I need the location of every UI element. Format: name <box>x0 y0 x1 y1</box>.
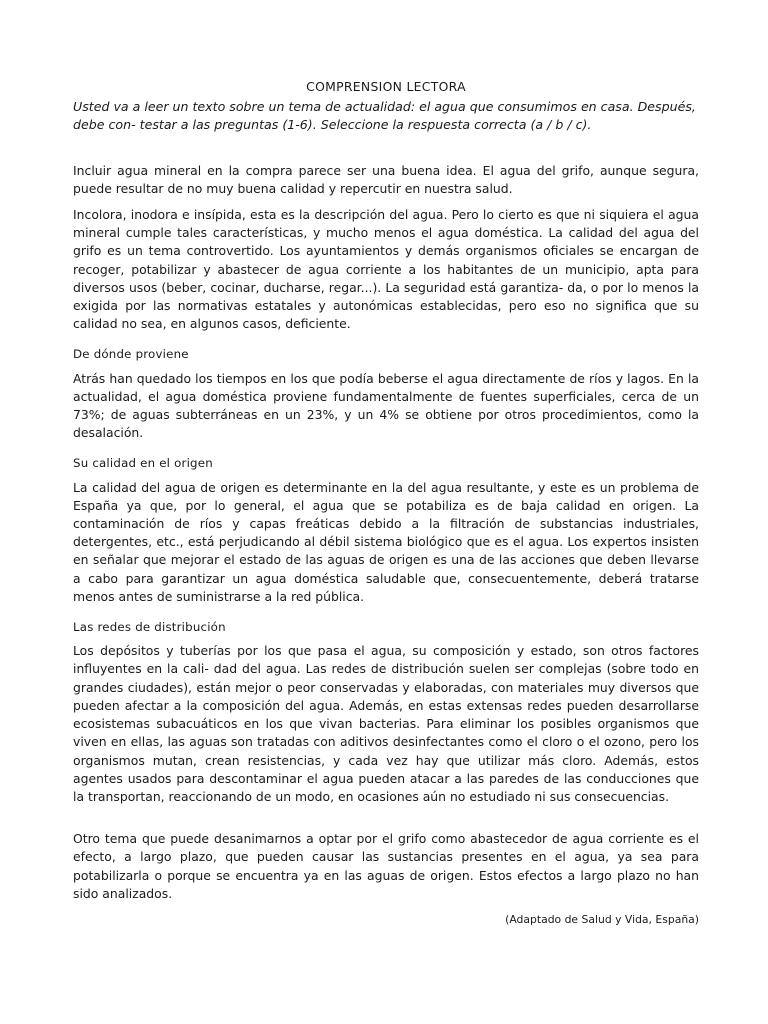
source-citation: (Adaptado de Salud y Vida, España) <box>505 912 699 926</box>
section-heading-origen-agua: De dónde proviene <box>73 347 189 362</box>
section-text-calidad-origen: La calidad del agua de origen es determinante en la del agua resultante, y este es un problema de España ya que, por lo general, el agua que se potabiliza es de baja calidad en origen. La contaminación de ríos y capas freáticas debido a la filtración de substancias industriales, detergentes, etc., está perjudicando al débil sistema biológico que es el agua. Los expertos insisten en señalar que mejorar el estado de las aguas de origen es una de las acciones que deben llevarse a cabo para garantizar un agua doméstica saludable que, consecuentemente, deberá tratarse menos antes de suministrarse a la red pública. <box>73 479 699 604</box>
document-page <box>73 78 699 929</box>
document-title: COMPRENSION LECTORA <box>306 79 466 94</box>
section-heading-redes-distribucion: Las redes de distribución <box>73 620 226 635</box>
section-heading-calidad-origen: Su calidad en el origen <box>73 456 213 471</box>
closing-paragraph: Otro tema que puede desanimarnos a optar por el grifo como abastecedor de agua corriente es el efecto, a largo plazo, que pueden causar las sustancias presentes en el agua, ya sea para potabilizarla o porque se encuentra ya en las aguas de origen. Estos efectos a largo plazo no han sido analizados. <box>73 831 699 901</box>
instructions-text: Usted va a leer un texto sobre un tema de actualidad: el agua que consumimos en casa. Después, debe con- testar a las preguntas (1-6). Seleccione la respuesta correcta (a / b / c). <box>73 99 696 133</box>
paragraph-2: Incolora, inodora e insípida, esta es la descripción del agua. Pero lo cierto es que ni siquiera el agua mineral cumple tales características, y mucho menos el agua doméstica. La calidad del agua del grifo es un tema controvertido. Los ayuntamientos y demás organismos oficiales se encargan de recoger, potabilizar y abastecer de agua corriente a los habitantes de un municipio, apta para diversos usos (beber, cocinar, ducharse, regar...). La seguridad está garantiza- da, o por lo menos la exigida por las normativas estatales y autonómicas establecidas, pero eso no significa que su calidad no sea, en algunos casos, deficiente. <box>73 207 699 332</box>
section-text-redes-distribucion: Los depósitos y tuberías por los que pasa el agua, su composición y estado, son otros factores influyentes en la cali- dad del agua. Las redes de distribución suelen ser complejas (sobre todo en grandes ciudades), están mejor o peor conservadas y elaboradas, con materiales muy diversos que pueden afectar a la composición del agua. Además, en estas extensas redes pueden desarrollarse ecosistemas subacuáticos en los que vivan bacterias. Para eliminar los posibles organismos que viven en ellas, las aguas son tratadas con aditivos desinfectantes como el cloro o el ozono, pero los organismos mutan, crean resistencias, y cada vez hay que utilizar más cloro. Además, estos agentes usados para descontaminar el agua pueden atacar a las paredes de las conducciones que la transportan, reaccionando de un modo, en ocasiones aún no estudiado ni sus consecuencias. <box>73 643 699 804</box>
paragraph-1: Incluir agua mineral en la compra parece ser una buena idea. El agua del grifo, aunque segura, puede resultar de no muy buena calidad y repercutir en nuestra salud. <box>73 162 699 196</box>
section-text-origen-agua: Atrás han quedado los tiempos en los que podía beberse el agua directamente de ríos y lagos. En la actualidad, el agua doméstica proviene fundamentalmente de fuentes superficiales, cerca de un 73%; de aguas subterráneas en un 23%, y un 4% se obtiene por otros procedimientos, como la desalación. <box>73 370 699 441</box>
